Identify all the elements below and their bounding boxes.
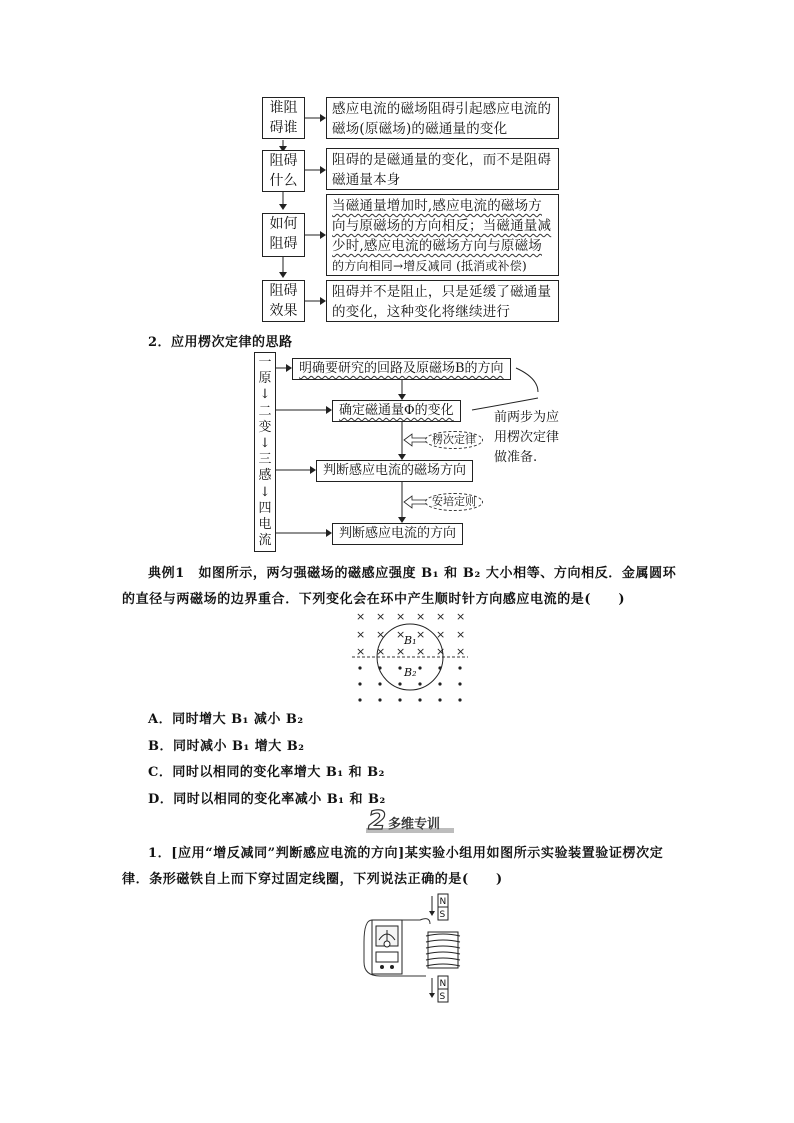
svg-text:×: × [456,628,466,641]
example-line-2: 的直径与两磁场的边界重合．下列变化会在环中产生顺时针方向感应电流的是( ) [122,592,626,607]
svg-text:×: × [396,610,406,623]
row-what-text: 阻碍的是磁通量的变化，而不是阻碍 磁通量本身 [326,148,559,190]
question-line-1: 1．[应用“增反减同”判断感应电流的方向]某实验小组用如图所示实验装置验证楞次定 [148,846,664,861]
svg-text:×: × [416,645,426,658]
svg-text:×: × [436,610,446,623]
svg-text:×: × [456,645,466,658]
flow-note: 前两步为应 用楞次定律 做准备. [494,410,560,465]
flow-step-3: 判断感应电流的磁场方向 [316,460,473,482]
label-b1: B₁ [404,634,417,647]
flow-step-2: 确定磁通量Φ的变化 [332,400,461,422]
svg-text:×: × [396,628,406,641]
svg-text:×: × [436,628,446,641]
magnetic-field-figure [350,608,470,704]
row-how-text: 当磁通量增加时,感应电流的磁场方 向与原磁场的方向相反；当磁通量减 少时,感应电流的磁场方向与原磁场 的方向相同→增反减同 (抵消或补偿) [326,194,559,276]
question-line-2: 律．条形磁铁自上而下穿过固定线圈，下列说法正确的是( ) [122,872,503,887]
magnet-bottom-n: N [439,979,447,989]
label-what: 阻碍什么 [262,150,305,192]
svg-text:×: × [396,645,406,658]
svg-text:×: × [376,645,386,658]
svg-text:×: × [356,628,366,641]
section-title: 2．应用楞次定律的思路 [148,335,293,350]
svg-text:×: × [376,628,386,641]
svg-text:×: × [356,610,366,623]
flow-law-lenz: 楞次定律 [425,431,483,449]
svg-text:×: × [376,610,386,623]
option-b[interactable]: B．同时减小 B₁ 增大 B₂ [148,739,305,754]
flow-law-ampere: 安培定则 [425,493,483,511]
experiment-figure [360,892,472,1004]
flow-step-4: 判断感应电流的方向 [332,523,463,545]
label-effect: 阻碍效果 [262,280,305,322]
magnet-top-s: S [439,910,446,920]
label-who: 谁阻碍谁 [262,97,305,139]
flow-step-1: 明确要研究的回路及原磁场B的方向 [292,358,511,380]
banner-text: 多维专训 [388,817,441,832]
label-how: 如何阻碍 [262,213,305,257]
svg-text:×: × [456,610,466,623]
label-b2: B₂ [404,666,417,679]
option-a[interactable]: A．同时增大 B₁ 减小 B₂ [148,712,304,727]
svg-text:×: × [416,628,426,641]
magnet-top-n: N [439,897,447,907]
section-banner [366,806,454,836]
option-d[interactable]: D．同时以相同的变化率减小 B₁ 和 B₂ [148,792,386,807]
svg-text:×: × [416,610,426,623]
flow-side-column: 一 原 ↓ 二 变 ↓ 三 感 ↓ 四 电 流 [254,352,276,552]
coil [426,932,460,968]
banner-number: 2 [368,806,387,836]
example-line-1: 典例1 如图所示，两匀强磁场的磁感应强度 B₁ 和 B₂ 大小相等、方向相反．金属圆环 [148,566,677,581]
svg-text:×: × [356,645,366,658]
magnet-bottom-s: S [439,992,446,1002]
row-who-text: 感应电流的磁场阻碍引起感应电流的 磁场(原磁场)的磁通量的变化 [326,97,559,139]
row-effect-text: 阻碍并不是阻止，只是延缓了磁通量 的变化，这种变化将继续进行 [326,280,559,322]
svg-text:×: × [436,645,446,658]
option-c[interactable]: C．同时以相同的变化率增大 B₁ 和 B₂ [148,765,385,780]
